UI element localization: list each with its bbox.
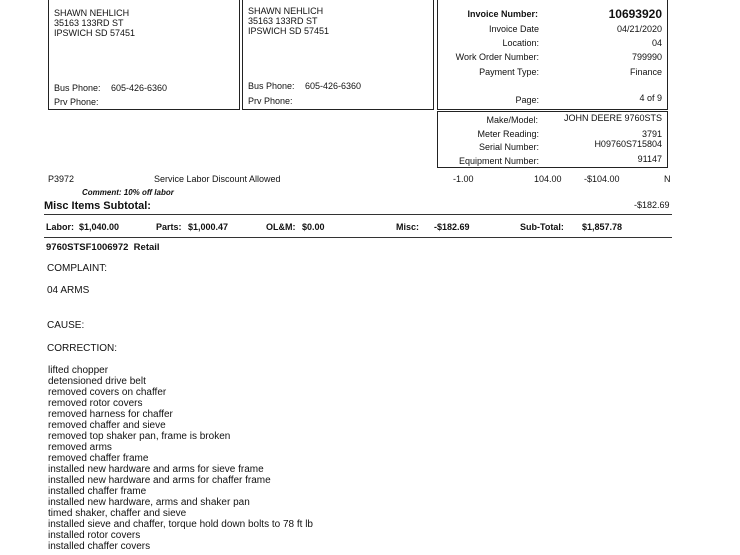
totals-top-rule (44, 214, 672, 215)
totals-bottom-rule (44, 237, 672, 238)
correction-line: removed rotor covers (48, 398, 143, 409)
correction-line: removed covers on chaffer (48, 387, 167, 398)
serial-number-value: H09760S715804 (594, 139, 662, 149)
sold-to-bus-phone-label: Bus Phone: (54, 83, 101, 93)
correction-line: removed arms (48, 442, 112, 453)
location-value: 04 (651, 38, 662, 48)
work-order-value: 799990 (631, 52, 662, 62)
line-item-price: 104.00 (534, 174, 562, 184)
misc-label: Misc: (396, 222, 420, 232)
sold-to-prv-phone-label: Prv Phone: (54, 97, 99, 107)
job-header: 9760STSF1006972 Retail (46, 242, 160, 253)
misc-subtotal-value: -$182.69 (634, 200, 670, 210)
sold-to-city: IPSWICH SD 57451 (54, 28, 136, 38)
labor-label: Labor: (46, 222, 74, 232)
correction-line: installed new hardware and arms for sieve frame (48, 464, 264, 475)
invoice-date: 04/21/2020 (616, 24, 662, 34)
ship-to-name: SHAWN NEHLICH (248, 6, 324, 16)
correction-line: removed top shaker pan, frame is broken (48, 431, 231, 442)
olm-value: $0.00 (302, 222, 325, 232)
invoice-date-label: Invoice Date (488, 24, 539, 34)
payment-type-value: Finance (629, 67, 662, 77)
misc-value: -$182.69 (434, 222, 470, 232)
correction-line: timed shaker, chaffer and sieve (48, 508, 187, 519)
invoice-number-label: Invoice Number: (467, 9, 538, 19)
location-label: Location: (502, 38, 539, 48)
parts-label: Parts: (156, 222, 182, 232)
equipment-number-value: 91147 (637, 154, 662, 164)
line-item-comment: Comment: 10% off labor (82, 188, 174, 197)
correction-line: removed harness for chaffer (48, 409, 173, 420)
serial-number-label: Serial Number: (478, 142, 539, 152)
line-item-code: P3972 (48, 174, 75, 184)
equipment-number-label: Equipment Number: (458, 156, 539, 166)
work-order-label: Work Order Number: (455, 52, 539, 62)
invoice-number: 10693920 (608, 7, 662, 21)
correction-line: installed chaffer frame (48, 486, 147, 497)
correction-line: installed rotor covers (48, 530, 141, 541)
line-item-flag: N (664, 174, 671, 184)
sold-to-bus-phone: 605-426-6360 (111, 83, 168, 93)
olm-label: OL&M: (266, 222, 296, 232)
sold-to-street: 35163 133RD ST (54, 18, 124, 28)
subtotal-value: $1,857.78 (582, 222, 623, 232)
correction-label: CORRECTION: (47, 343, 117, 354)
page-label: Page: (515, 95, 539, 105)
correction-line: installed chaffer covers (48, 541, 151, 552)
sold-to-name: SHAWN NEHLICH (54, 8, 130, 18)
ship-to-bus-phone-label: Bus Phone: (248, 81, 295, 91)
complaint-label: COMPLAINT: (47, 263, 108, 274)
make-model-value: JOHN DEERE 9760STS (563, 113, 662, 123)
misc-subtotal-label: Misc Items Subtotal: (44, 200, 151, 212)
correction-line: removed chaffer frame (48, 453, 149, 464)
cause-label: CAUSE: (47, 320, 85, 331)
page-value: 4 of 9 (639, 93, 662, 103)
subtotal-label: Sub-Total: (520, 222, 564, 232)
correction-line: installed new hardware, arms and shaker pan (48, 497, 250, 508)
line-item-amount: -$104.00 (584, 174, 620, 184)
parts-value: $1,000.47 (188, 222, 229, 232)
invoice-info-box (437, 0, 668, 110)
line-item-description: Service Labor Discount Allowed (154, 174, 281, 184)
ship-to-bus-phone: 605-426-6360 (305, 81, 362, 91)
ship-to-prv-phone-label: Prv Phone: (248, 96, 293, 106)
complaint-text: 04 ARMS (47, 285, 90, 296)
correction-line: lifted chopper (48, 365, 109, 376)
correction-line: removed chaffer and sieve (48, 420, 166, 431)
meter-reading-value: 3791 (641, 129, 662, 139)
line-item-qty: -1.00 (453, 174, 474, 184)
equipment-box (437, 111, 668, 168)
payment-type-label: Payment Type: (479, 67, 539, 77)
ship-to-box (242, 0, 434, 110)
sold-to-box (48, 0, 240, 110)
correction-line: detensioned drive belt (48, 376, 146, 387)
correction-line: installed new hardware and arms for chaffer frame (48, 475, 271, 486)
ship-to-street: 35163 133RD ST (248, 16, 318, 26)
make-model-label: Make/Model: (486, 115, 538, 125)
meter-reading-label: Meter Reading: (477, 129, 539, 139)
labor-value: $1,040.00 (79, 222, 120, 232)
correction-line: installed sieve and chaffer, torque hold down bolts to 78 ft lb (48, 519, 313, 530)
ship-to-city: IPSWICH SD 57451 (248, 26, 330, 36)
